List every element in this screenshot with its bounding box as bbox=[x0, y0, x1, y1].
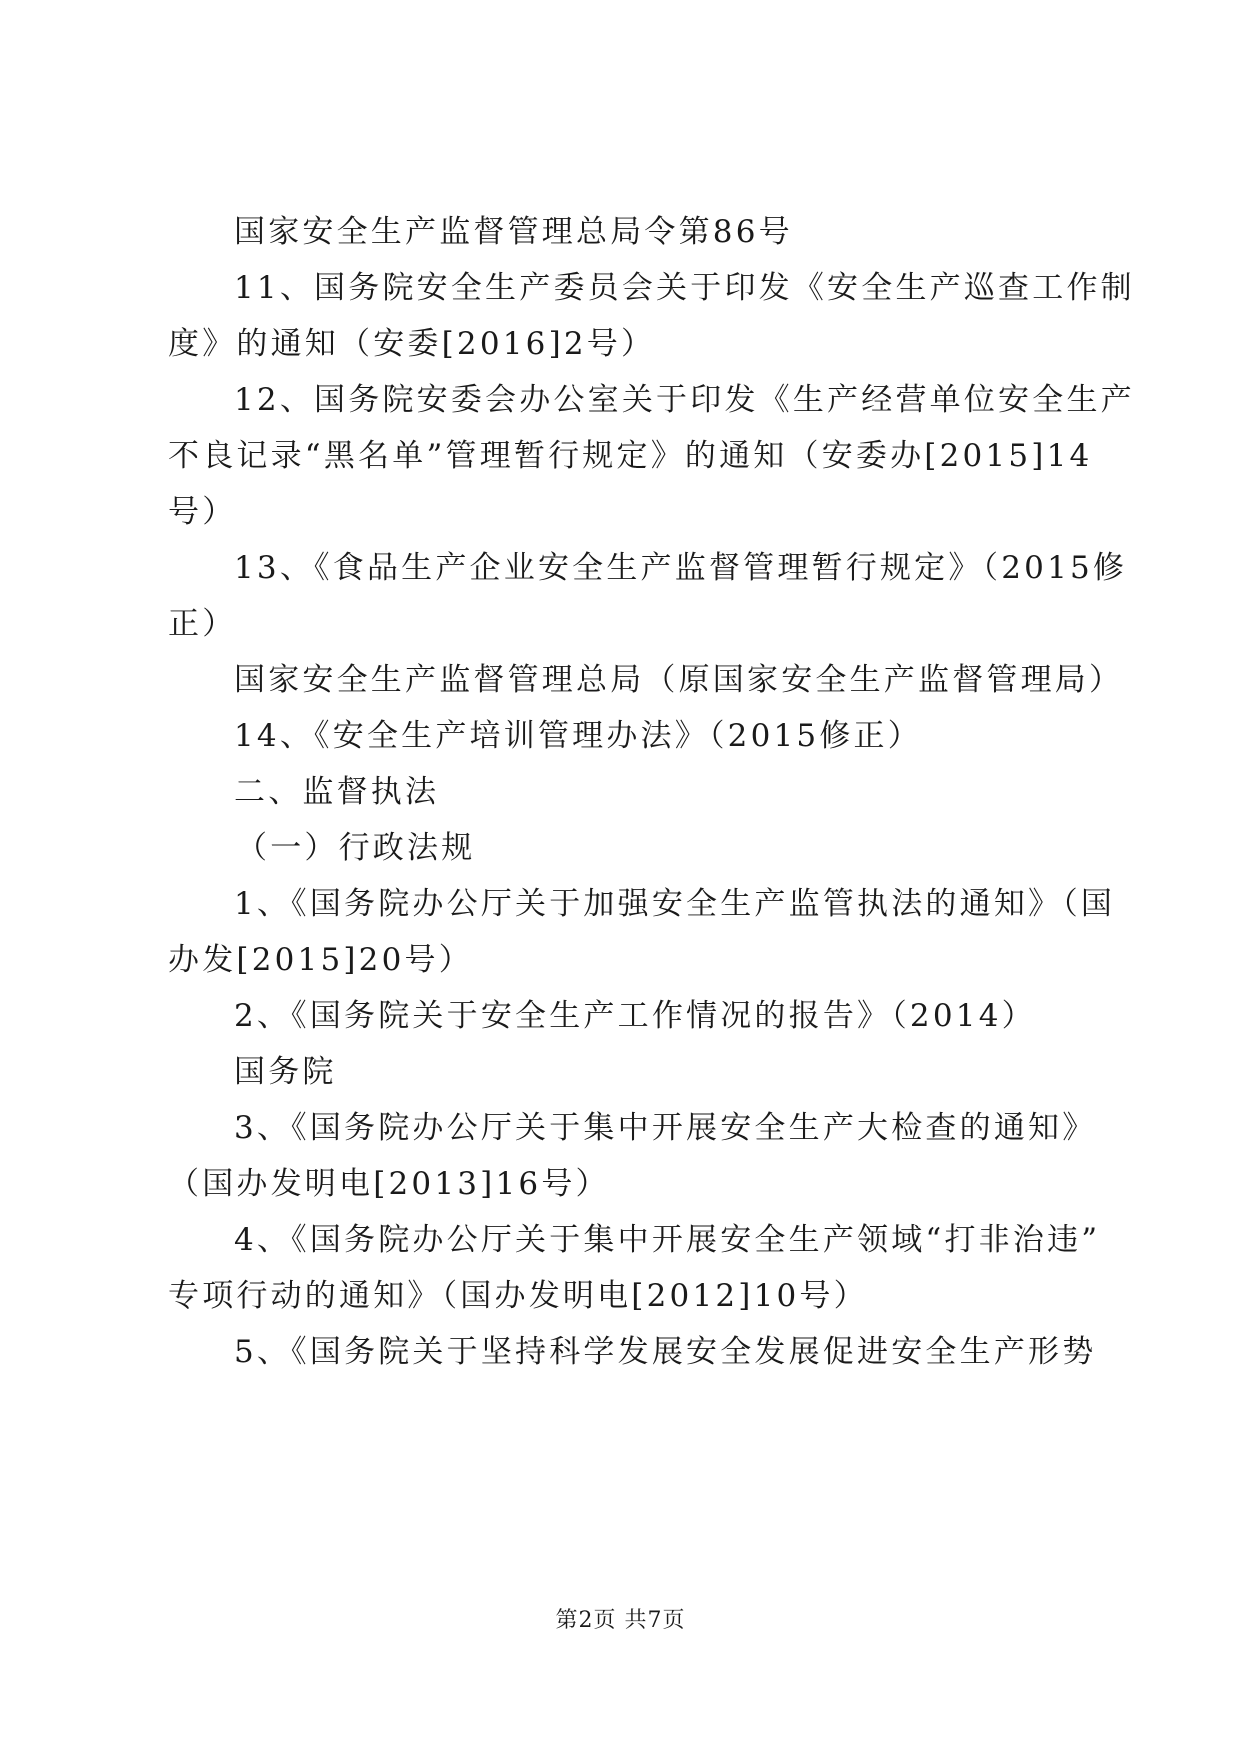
text-line: 专项行动的通知》（国办发明电[2012]10号） bbox=[168, 1278, 868, 1314]
text-line: 度》的通知（安委[2016]2号） bbox=[168, 326, 656, 362]
text-line: 4、《国务院办公厅关于集中开展安全生产领域“打非治违” bbox=[234, 1222, 1101, 1258]
subsection-heading: （一）行政法规 bbox=[236, 830, 476, 866]
text-line: 国家安全生产监督管理总局令第86号 bbox=[234, 214, 793, 250]
text-line: 国家安全生产监督管理总局（原国家安全生产监督管理局） bbox=[234, 662, 1124, 698]
text-line: 不良记录“黑名单”管理暂行规定》的通知（安委办[2015]14 bbox=[168, 438, 1093, 474]
text-line: 5、《国务院关于坚持科学发展安全发展促进安全生产形势 bbox=[234, 1334, 1097, 1370]
text-line: 1、《国务院办公厅关于加强安全生产监管执法的通知》（国 bbox=[234, 886, 1116, 922]
section-heading: 二、监督执法 bbox=[234, 774, 440, 810]
text-line: 国务院 bbox=[234, 1054, 337, 1090]
text-line: （国办发明电[2013]16号） bbox=[168, 1166, 610, 1202]
text-line: 号） bbox=[168, 494, 237, 530]
text-line: 14、《安全生产培训管理办法》（2015修正） bbox=[234, 718, 922, 754]
page-footer: 第2页 共7页 bbox=[555, 1608, 686, 1633]
text-line: 11、国务院安全生产委员会关于印发《安全生产巡查工作制 bbox=[234, 270, 1135, 306]
text-line: 2、《国务院关于安全生产工作情况的报告》（2014） bbox=[234, 998, 1036, 1034]
text-line: 办发[2015]20号） bbox=[168, 942, 473, 978]
text-line: 正） bbox=[168, 606, 237, 642]
text-line: 3、《国务院办公厅关于集中开展安全生产大检查的通知》 bbox=[234, 1110, 1097, 1146]
text-line: 12、国务院安委会办公室关于印发《生产经营单位安全生产 bbox=[234, 382, 1135, 418]
text-line: 13、《食品生产企业安全生产监督管理暂行规定》（2015修 bbox=[234, 550, 1128, 586]
